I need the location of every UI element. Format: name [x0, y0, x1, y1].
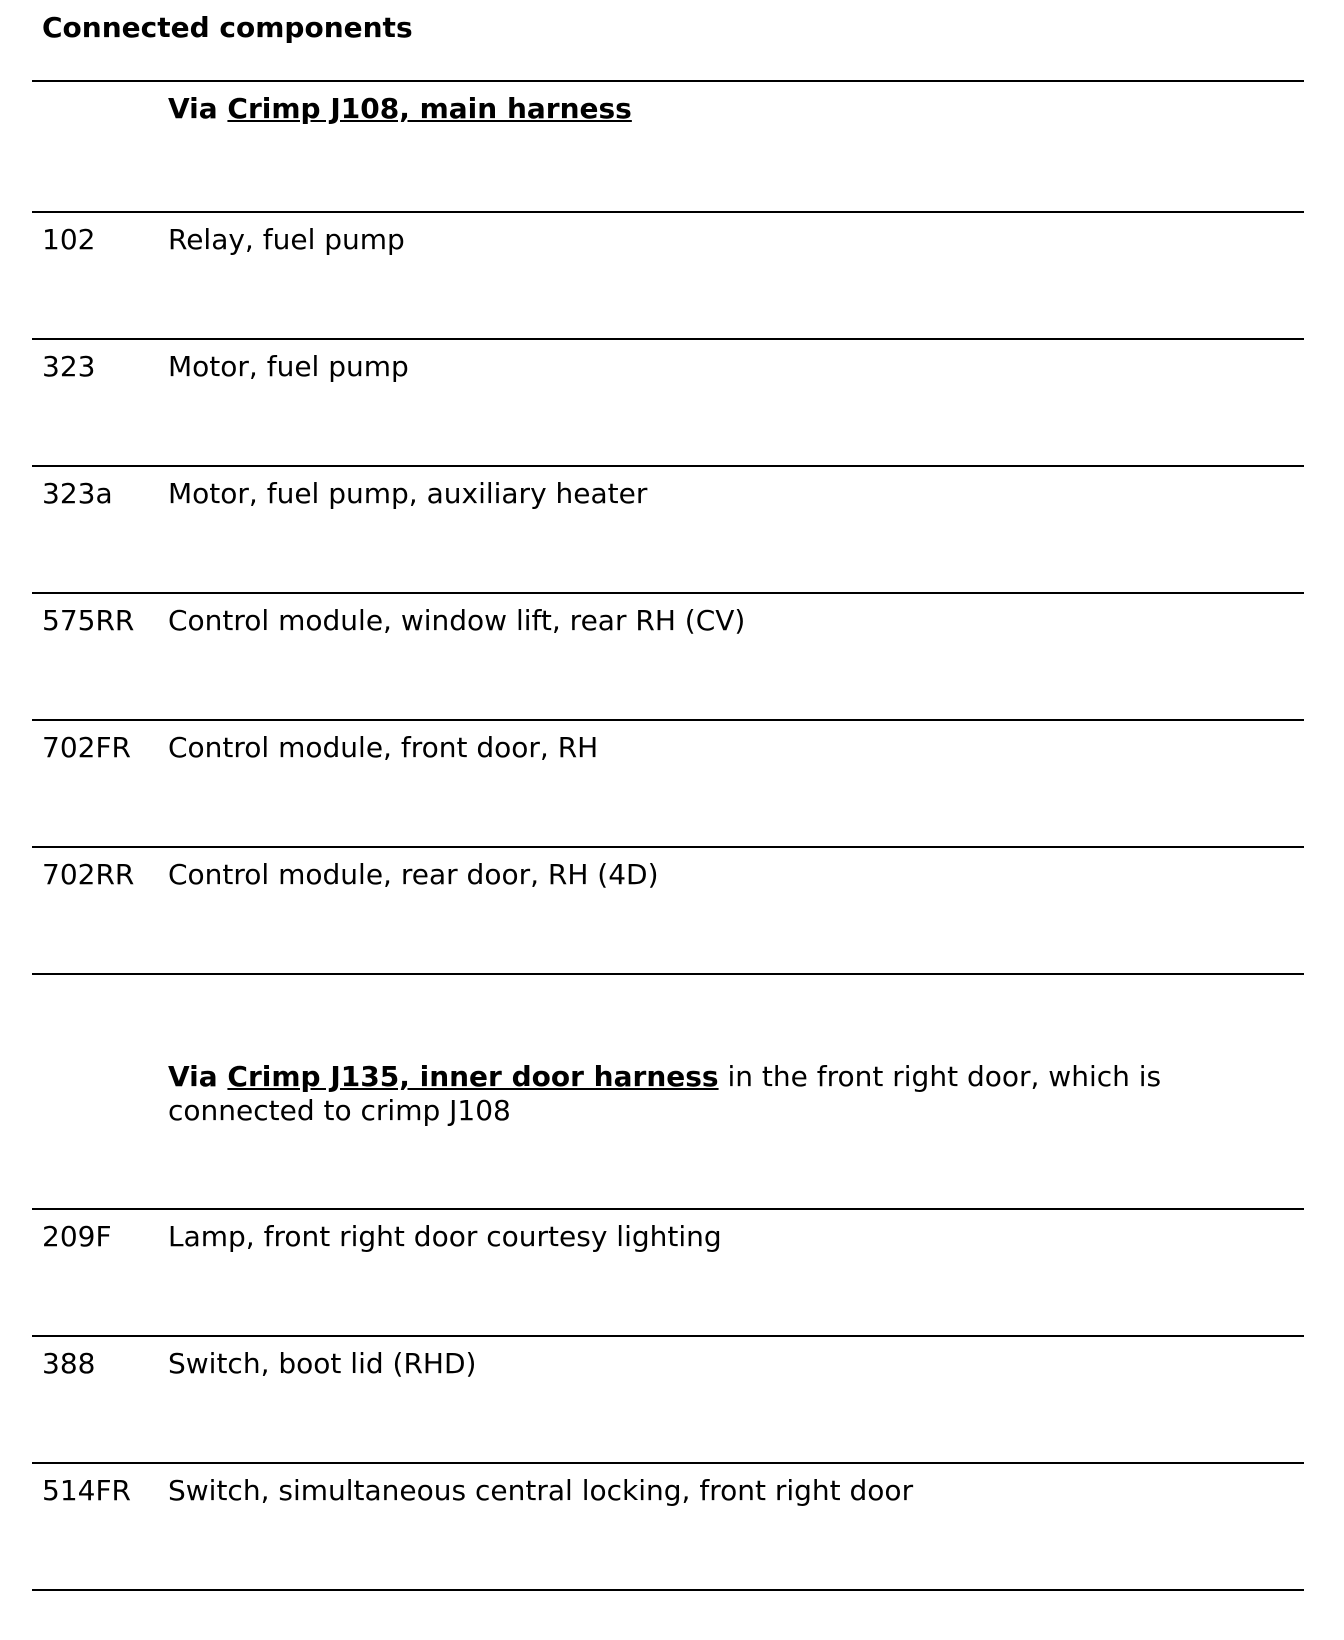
component-code: 388 — [42, 1347, 96, 1380]
table-divider — [32, 211, 1304, 213]
table-divider — [32, 846, 1304, 848]
page-title: Connected components — [42, 11, 413, 44]
table-divider — [32, 80, 1304, 82]
group-note: in the front right door, which is connected to crimp J108 — [168, 1060, 1162, 1127]
component-code: 102 — [42, 223, 96, 256]
component-code: 323a — [42, 477, 113, 510]
component-code: 323 — [42, 350, 96, 383]
component-code: 575RR — [42, 604, 135, 637]
component-description: Control module, front door, RH — [168, 731, 599, 764]
harness-link-j135[interactable]: Crimp J135, inner door harness — [227, 1060, 719, 1093]
group-prefix: Via — [168, 92, 218, 125]
component-description: Control module, rear door, RH (4D) — [168, 858, 659, 891]
component-code: 514FR — [42, 1474, 132, 1507]
table-divider — [32, 1208, 1304, 1210]
component-code: 702FR — [42, 731, 132, 764]
table-divider — [32, 592, 1304, 594]
component-code: 209F — [42, 1220, 112, 1253]
component-description: Control module, window lift, rear RH (CV) — [168, 604, 746, 637]
table-divider — [32, 1589, 1304, 1591]
component-description: Switch, simultaneous central locking, front right door — [168, 1474, 914, 1507]
component-description: Lamp, front right door courtesy lighting — [168, 1220, 722, 1253]
component-description: Motor, fuel pump — [168, 350, 409, 383]
table-divider — [32, 973, 1304, 975]
table-divider — [32, 465, 1304, 467]
harness-link-j108[interactable]: Crimp J108, main harness — [227, 92, 632, 125]
group-prefix: Via — [168, 1060, 218, 1093]
table-divider — [32, 1335, 1304, 1337]
component-code: 702RR — [42, 858, 135, 891]
table-divider — [32, 338, 1304, 340]
component-description: Motor, fuel pump, auxiliary heater — [168, 477, 648, 510]
table-divider — [32, 719, 1304, 721]
component-description: Switch, boot lid (RHD) — [168, 1347, 477, 1380]
group-header-j108 — [168, 92, 1278, 126]
component-description: Relay, fuel pump — [168, 223, 405, 256]
group-header-j135 — [168, 1060, 1278, 1128]
table-divider — [32, 1462, 1304, 1464]
